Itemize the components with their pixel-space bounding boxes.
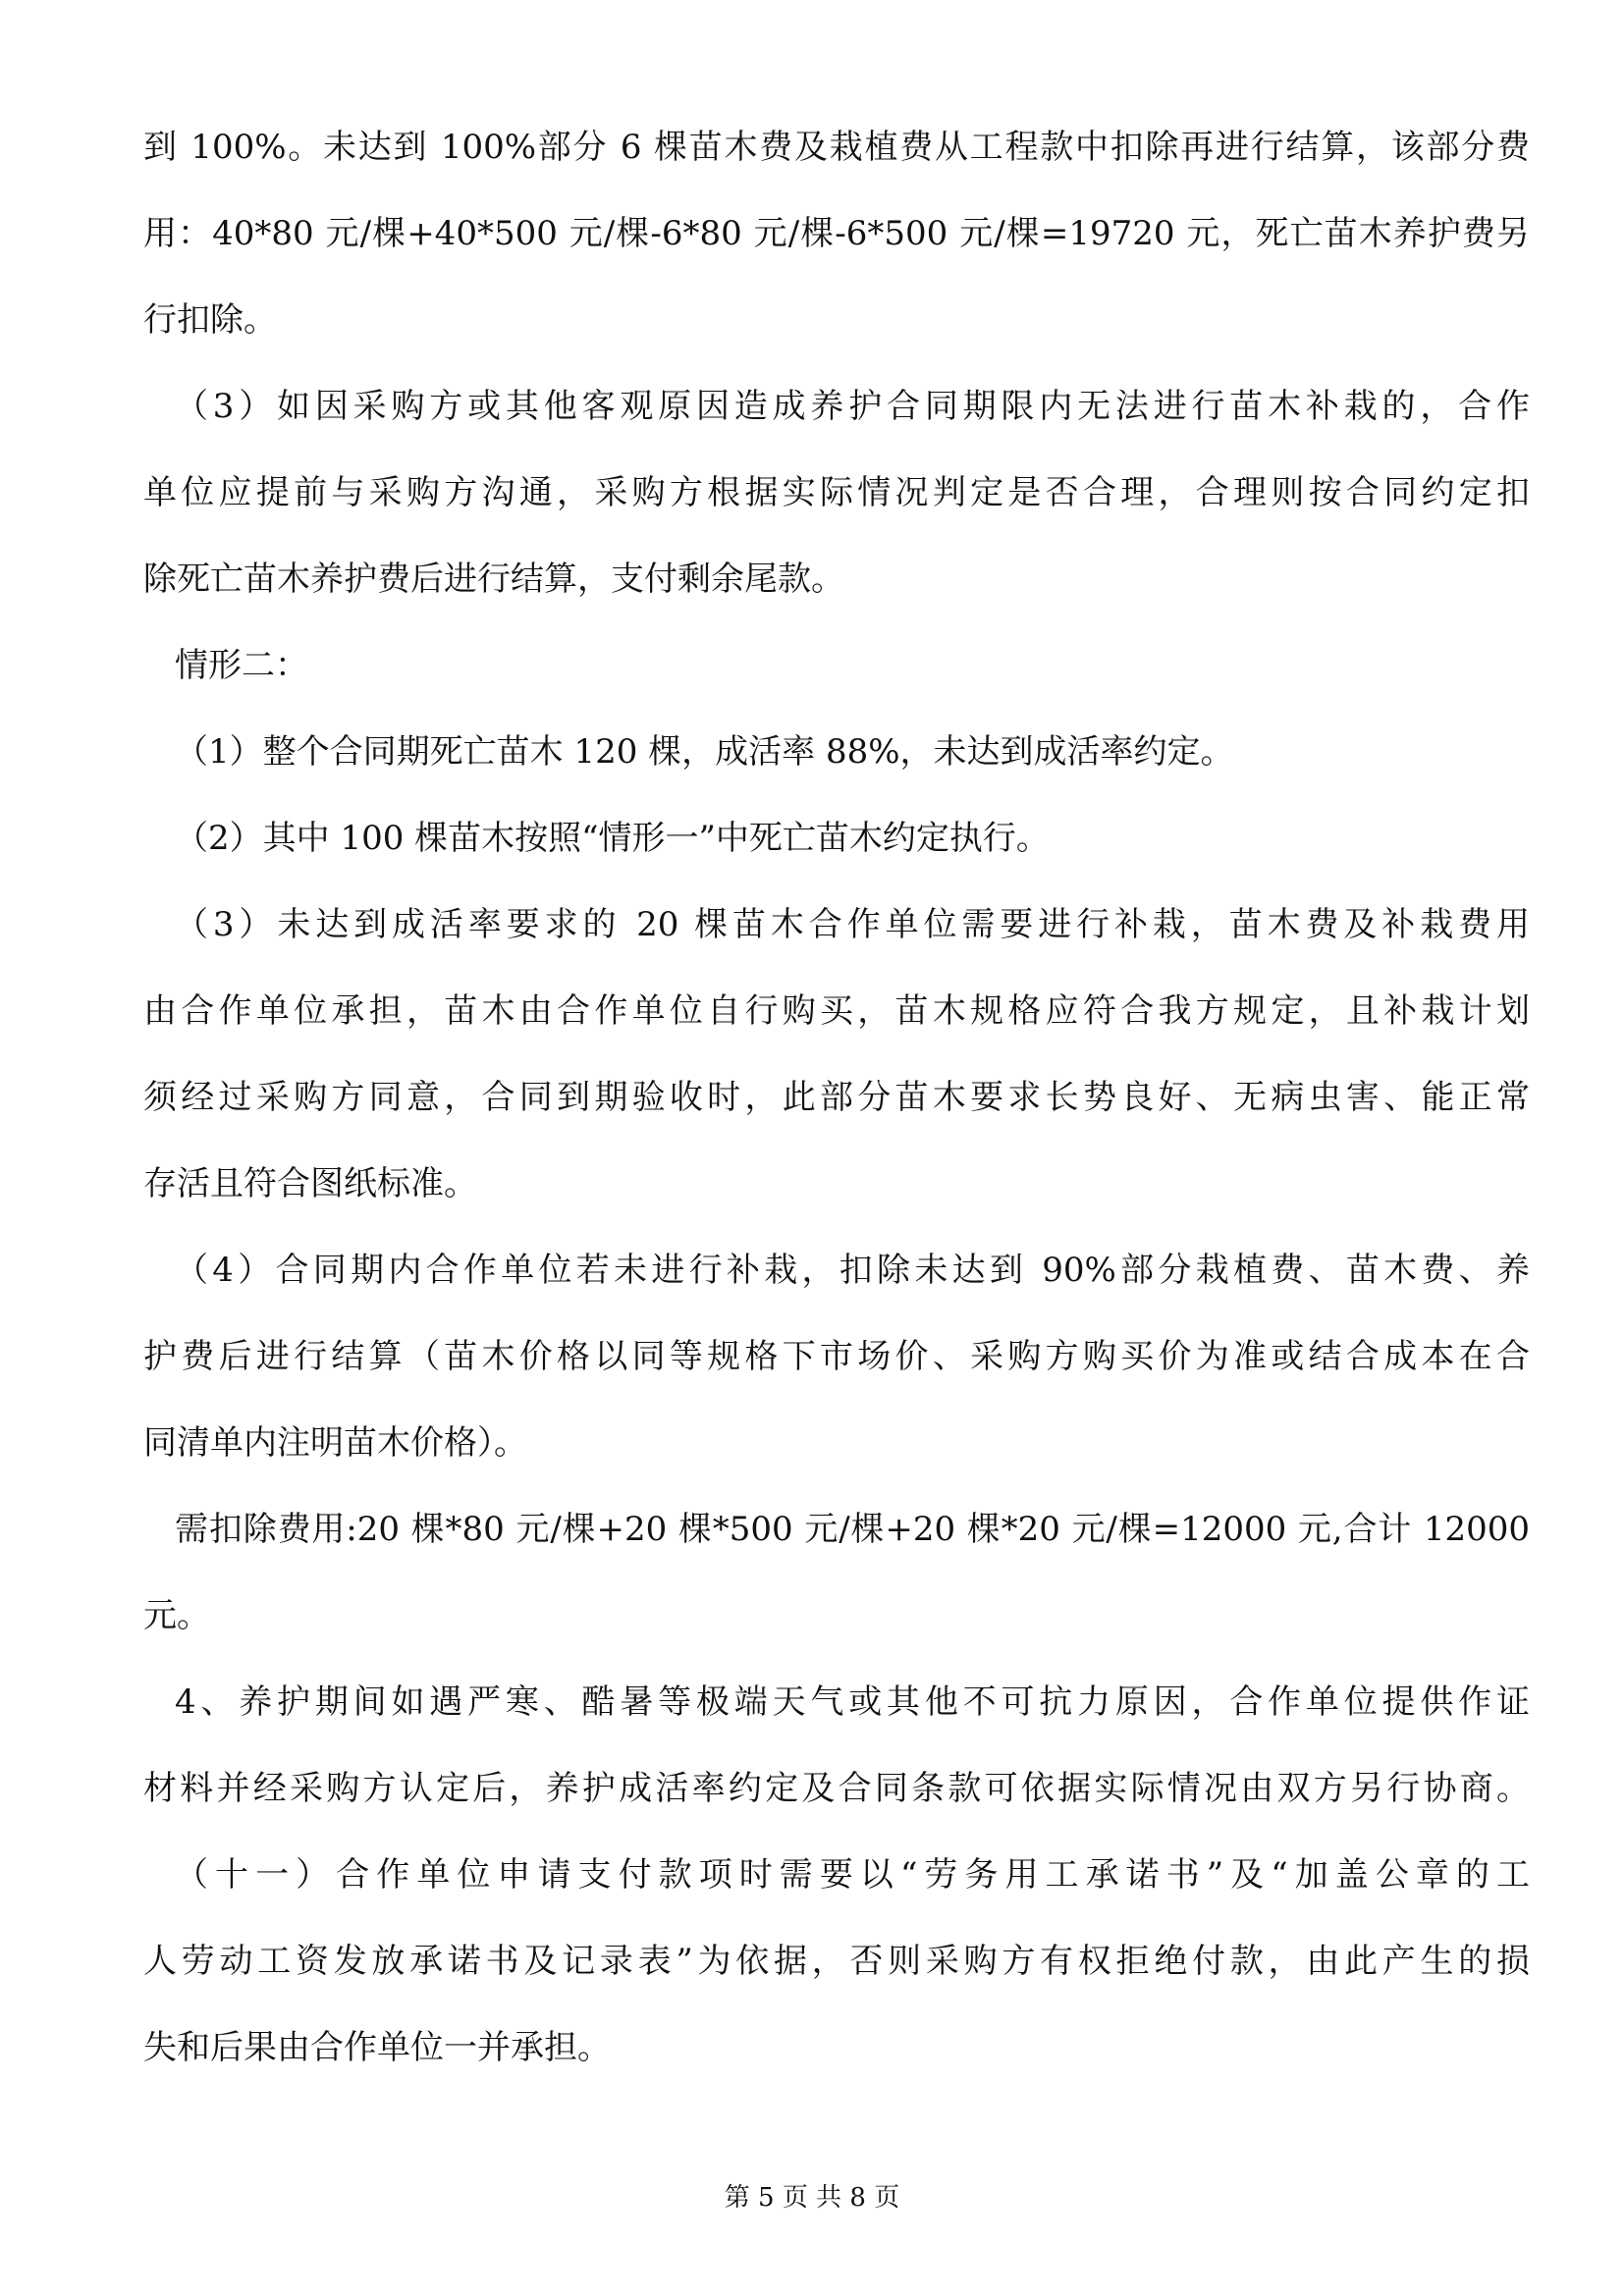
paragraph-line: 护费后进行结算（苗木价格以同等规格下市场价、采购方购买价为准或结合成本在合 bbox=[143, 1337, 1530, 1376]
paragraph-line: （3）未达到成活率要求的 20 棵苗木合作单位需要进行补栽，苗木费及补栽费用 bbox=[175, 905, 1530, 944]
paragraph-line: 材料并经采购方认定后，养护成活率约定及合同条款可依据实际情况由双方另行协商。 bbox=[143, 1769, 1530, 1808]
paragraph-line: 须经过采购方同意，合同到期验收时，此部分苗木要求长势良好、无病虫害、能正常 bbox=[143, 1078, 1530, 1117]
paragraph-line: （十一）合作单位申请支付款项时需要以“劳务用工承诺书”及“加盖公章的工 bbox=[175, 1855, 1530, 1895]
paragraph-line: 4、养护期间如遇严寒、酷暑等极端天气或其他不可抗力原因，合作单位提供作证 bbox=[175, 1682, 1530, 1722]
paragraph-line: （3）如因采购方或其他客观原因造成养护合同期限内无法进行苗木补栽的，合作 bbox=[175, 387, 1530, 426]
section-heading: 情形二： bbox=[175, 646, 308, 685]
paragraph-line: 需扣除费用:20 棵*80 元/棵+20 棵*500 元/棵+20 棵*20 元/棵=12000 元,合计 12000 bbox=[175, 1510, 1530, 1549]
paragraph-line: （2）其中 100 棵苗木按照“情形一”中死亡苗木约定执行。 bbox=[175, 819, 1050, 858]
paragraph-line: 同清单内注明苗木价格）。 bbox=[143, 1423, 527, 1463]
paragraph-line: 存活且符合图纸标准。 bbox=[143, 1164, 477, 1203]
page-number-footer: 第 5 页 共 8 页 bbox=[724, 2183, 900, 2213]
paragraph-line: （4）合同期内合作单位若未进行补栽，扣除未达到 90%部分栽植费、苗木费、养 bbox=[175, 1251, 1530, 1290]
paragraph-line: 元。 bbox=[143, 1596, 210, 1635]
paragraph-line: 人劳动工资发放承诺书及记录表”为依据，否则采购方有权拒绝付款，由此产生的损 bbox=[143, 1942, 1530, 1981]
paragraph-line: 由合作单位承担，苗木由合作单位自行购买，苗木规格应符合我方规定，且补栽计划 bbox=[143, 991, 1530, 1031]
paragraph-line: 行扣除。 bbox=[143, 300, 277, 340]
paragraph-line: 用：40*80 元/棵+40*500 元/棵-6*80 元/棵-6*500 元/棵=19720 元，死亡苗木养护费另 bbox=[143, 214, 1530, 253]
paragraph-line: 到 100%。未达到 100%部分 6 棵苗木费及栽植费从工程款中扣除再进行结算，该部分费 bbox=[143, 128, 1530, 167]
paragraph-line: （1）整个合同期死亡苗木 120 棵，成活率 88%，未达到成活率约定。 bbox=[175, 732, 1234, 772]
paragraph-line: 除死亡苗木养护费后进行结算，支付剩余尾款。 bbox=[143, 560, 844, 599]
paragraph-line: 失和后果由合作单位一并承担。 bbox=[143, 2028, 611, 2067]
paragraph-line: 单位应提前与采购方沟通，采购方根据实际情况判定是否合理，合理则按合同约定扣 bbox=[143, 473, 1530, 512]
